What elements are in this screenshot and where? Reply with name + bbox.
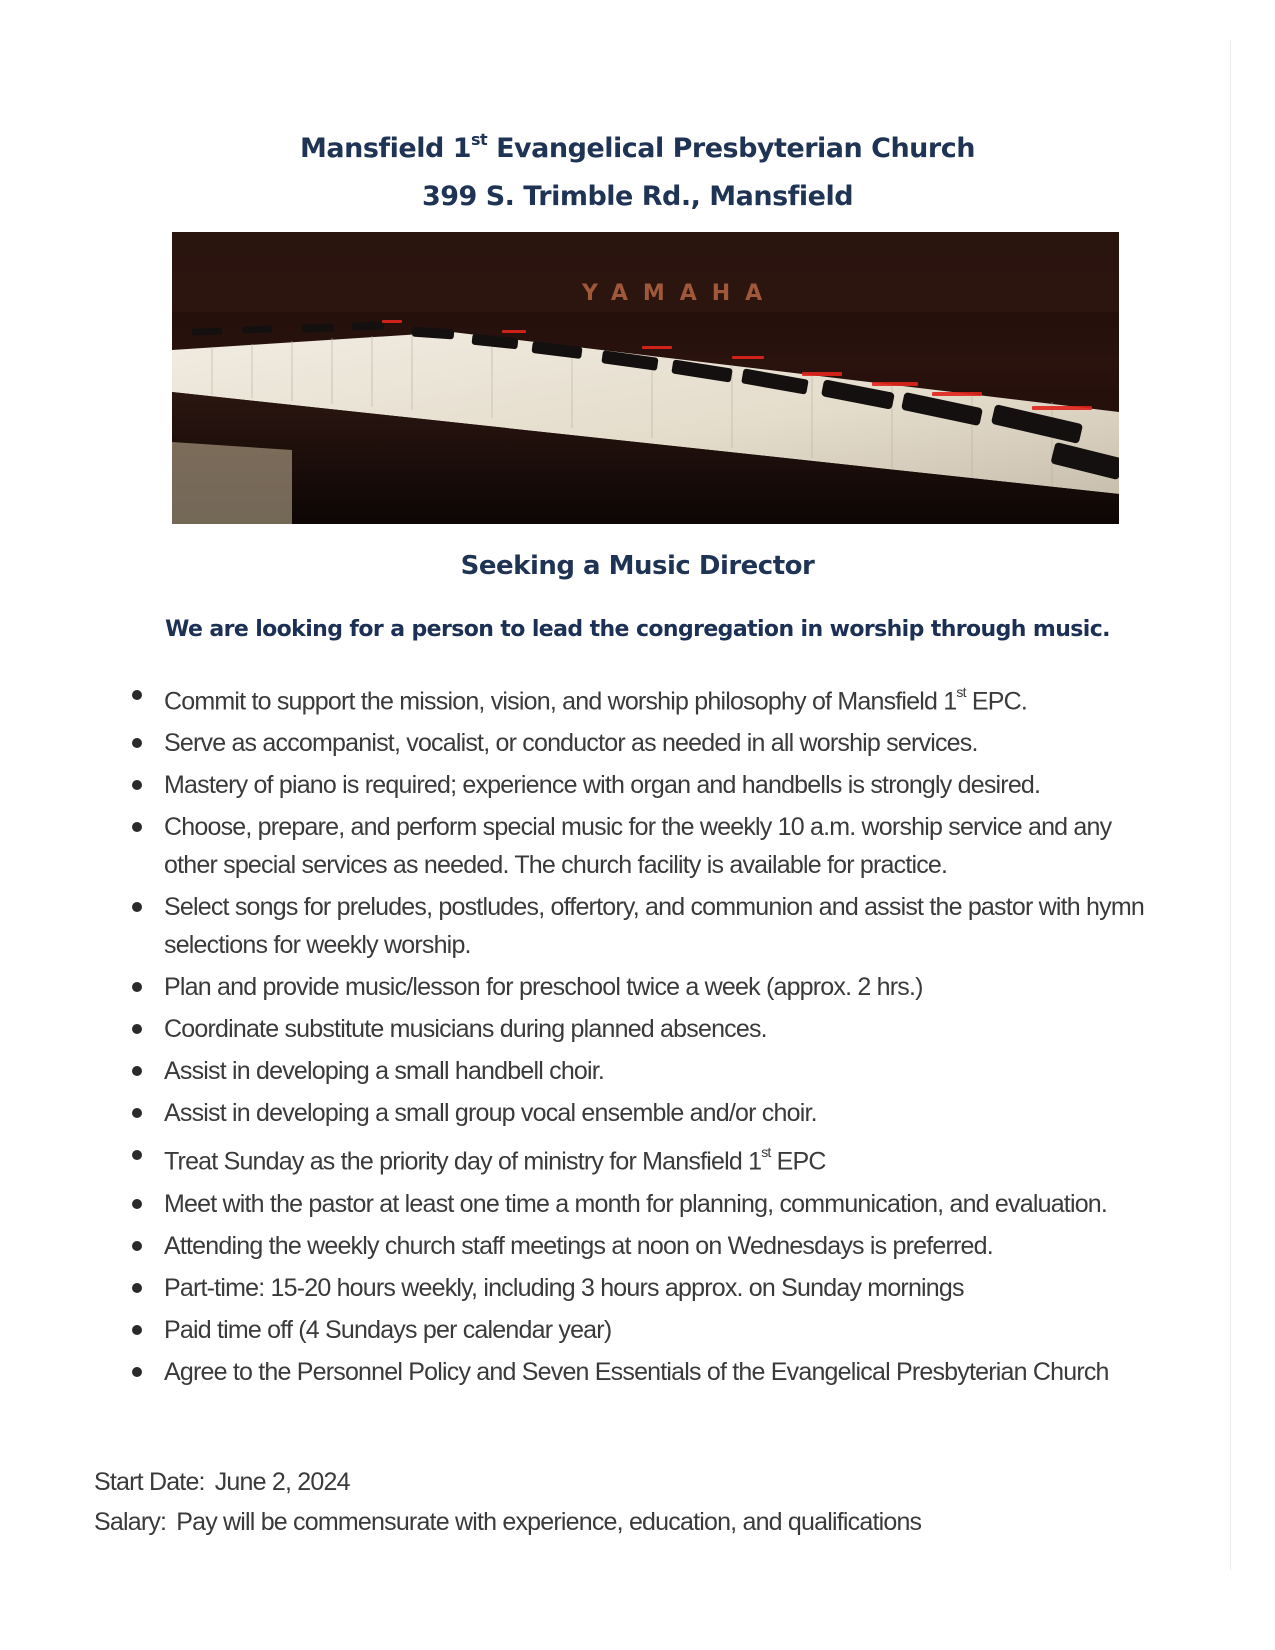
duty-item: Choose, prepare, and perform special music for the weekly 10 a.m. worship service and any other special services as needed. The church facility is available for practice. — [130, 808, 1170, 884]
duty-item: Assist in developing a small handbell choir. — [130, 1052, 1170, 1090]
brand-text: YAMAHA — [582, 281, 778, 306]
bullet-icon — [132, 822, 142, 832]
duty-item: Agree to the Personnel Policy and Seven Essentials of the Evangelical Presbyterian Church — [130, 1353, 1170, 1391]
bullet-icon — [132, 1066, 142, 1076]
bullet-icon — [132, 1241, 142, 1251]
bullet-icon — [132, 982, 142, 992]
bullet-icon — [132, 1283, 142, 1293]
bullet-icon — [132, 738, 142, 748]
bullet-icon — [132, 902, 142, 912]
piano-photo — [172, 232, 1119, 524]
duty-item: Treat Sunday as the priority day of ministry for Mansfield 1st EPC — [130, 1136, 1170, 1180]
job-title: Seeking a Music Director — [460, 551, 815, 581]
duty-item: Mastery of piano is required; experience with organ and handbells is strongly desired. — [130, 766, 1170, 804]
bullet-icon — [132, 690, 142, 700]
duties-list — [130, 676, 1170, 1395]
duty-item: Select songs for preludes, postludes, offertory, and communion and assist the pastor with hymn selections for weekly worship. — [130, 888, 1170, 964]
bullet-icon — [132, 780, 142, 790]
bullet-icon — [132, 1150, 142, 1160]
church-header — [0, 118, 1275, 221]
duty-item: Commit to support the mission, vision, and worship philosophy of Mansfield 1st EPC. — [130, 676, 1170, 720]
page-edge — [1230, 40, 1231, 1570]
bullet-icon — [132, 1367, 142, 1377]
duty-item: Coordinate substitute musicians during planned absences. — [130, 1010, 1170, 1048]
bullet-icon — [132, 1108, 142, 1118]
salary — [94, 1502, 921, 1542]
duty-item: Attending the weekly church staff meetings at noon on Wednesdays is preferred. — [130, 1227, 1170, 1265]
duty-item: Plan and provide music/lesson for preschool twice a week (approx. 2 hrs.) — [130, 968, 1170, 1006]
bullet-icon — [132, 1199, 142, 1209]
job-footer — [94, 1462, 921, 1542]
church-address: 399 S. Trimble Rd., Mansfield — [421, 181, 854, 212]
start-date — [94, 1462, 921, 1502]
start-date-label: Start Date: — [94, 1468, 205, 1496]
start-date-value: June 2, 2024 — [214, 1468, 350, 1496]
duty-item: Part-time: 15-20 hours weekly, including 3 hours approx. on Sunday mornings — [130, 1269, 1170, 1307]
bullet-icon — [132, 1024, 142, 1034]
duty-item: Paid time off (4 Sundays per calendar year) — [130, 1311, 1170, 1349]
lead-statement: We are looking for a person to lead the congregation in worship through music. — [165, 617, 1110, 642]
duty-item: Meet with the pastor at least one time a month for planning, communication, and evaluation. — [130, 1185, 1170, 1223]
duty-item: Serve as accompanist, vocalist, or conductor as needed in all worship services. — [130, 724, 1170, 762]
salary-value: Pay will be commensurate with experience, education, and qualifications — [176, 1508, 922, 1536]
duty-item: Assist in developing a small group vocal ensemble and/or choir. — [130, 1094, 1170, 1132]
salary-label: Salary: — [94, 1508, 167, 1536]
bullet-icon — [132, 1325, 142, 1335]
church-name: Mansfield 1st Evangelical Presbyterian Church — [300, 130, 975, 164]
